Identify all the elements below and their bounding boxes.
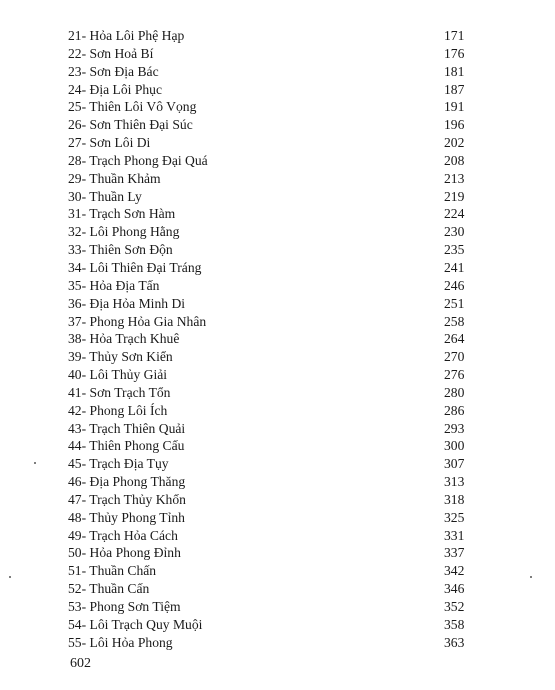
toc-entry-page: 176: [444, 45, 465, 61]
toc-entry-title: 46- Địa Phong Thăng: [68, 474, 186, 490]
toc-entry-title: 33- Thiên Sơn Độn: [68, 242, 173, 258]
toc-entry-title: 31- Trạch Sơn Hàm: [68, 206, 176, 222]
toc-entry-page: 331: [444, 527, 465, 543]
toc-entry-title: 44- Thiên Phong Cấu: [68, 438, 185, 454]
toc-entry: [68, 98, 478, 116]
toc-entry: [68, 455, 478, 473]
toc-entry: [68, 241, 478, 259]
toc-entry: [68, 420, 478, 438]
toc-entry-page: 181: [444, 63, 465, 79]
toc-entry: [68, 27, 478, 45]
toc-entry-title: 41- Sơn Trạch Tổn: [68, 384, 171, 400]
toc-entry-title: 25- Thiên Lôi Vô Vọng: [68, 99, 197, 115]
toc-entry: [68, 402, 478, 420]
scan-speck: [34, 462, 36, 464]
toc-entry-page: 318: [444, 491, 465, 507]
toc-entry: [68, 348, 478, 366]
toc-entry-page: 300: [444, 438, 465, 454]
toc-entry: [68, 205, 478, 223]
toc-entry-title: 34- Lôi Thiên Đại Tráng: [68, 259, 202, 275]
toc-entry-page: 325: [444, 509, 465, 525]
toc-entry: [68, 562, 478, 580]
toc-entry: [68, 295, 478, 313]
toc-entry: [68, 491, 478, 509]
toc-entry: [68, 384, 478, 402]
toc-entry-title: 47- Trạch Thủy Khốn: [68, 491, 186, 507]
toc-entry: [68, 366, 478, 384]
toc-entry-page: 219: [444, 188, 465, 204]
toc-entry-page: 342: [444, 563, 465, 579]
toc-entry-page: 213: [444, 170, 465, 186]
toc-entry-page: 352: [444, 599, 465, 614]
toc-entry: [68, 313, 478, 331]
table-of-contents: [68, 27, 478, 652]
toc-entry-title: 37- Phong Hỏa Gia Nhân: [68, 313, 207, 329]
toc-entry-title: 26- Sơn Thiên Đại Súc: [68, 117, 193, 133]
toc-entry: [68, 170, 478, 188]
scan-speck: [9, 576, 11, 578]
toc-entry-title: 30- Thuần Ly: [68, 188, 142, 204]
toc-entry-title: 36- Địa Hỏa Minh Di: [68, 295, 186, 311]
toc-entry: [68, 45, 478, 63]
toc-entry-title: 40- Lôi Thủy Giải: [68, 367, 168, 383]
scan-speck: [530, 576, 532, 578]
toc-entry-page: 202: [444, 135, 465, 151]
toc-entry-title: 54- Lôi Trạch Quy Muội: [68, 616, 203, 632]
toc-entry-page: 276: [444, 367, 465, 383]
toc-entry-title: 49- Trạch Hỏa Cách: [68, 527, 178, 543]
toc-entry: [68, 580, 478, 598]
toc-entry-page: 337: [444, 545, 465, 561]
toc-entry-title: 48- Thủy Phong Tỉnh: [68, 509, 185, 525]
toc-entry-page: 171: [444, 28, 465, 43]
toc-entry-page: 264: [444, 331, 465, 347]
toc-entry-page: 191: [444, 99, 465, 115]
toc-entry-page: 235: [444, 242, 465, 258]
toc-entry-title: 21- Hỏa Lôi Phệ Hạp: [68, 28, 185, 43]
toc-entry-title: 45- Trạch Địa Tụy: [68, 456, 169, 472]
toc-entry-page: 307: [444, 456, 465, 472]
toc-entry-title: 24- Địa Lôi Phục: [68, 81, 163, 97]
toc-entry-title: 52- Thuần Cấn: [68, 581, 150, 597]
toc-entry-page: 258: [444, 313, 465, 329]
toc-entry: [68, 188, 478, 206]
toc-entry: [68, 544, 478, 562]
toc-entry-page: 196: [444, 117, 465, 133]
toc-entry: [68, 277, 478, 295]
toc-entry-page: 246: [444, 277, 465, 293]
toc-entry-title: 32- Lôi Phong Hằng: [68, 224, 180, 240]
toc-entry-page: 313: [444, 474, 465, 490]
toc-entry: [68, 598, 478, 616]
toc-entry: [68, 81, 478, 99]
toc-entry-title: 43- Trạch Thiên Quải: [68, 420, 186, 436]
toc-entry: [68, 330, 478, 348]
toc-entry: [68, 223, 478, 241]
page-number: 602: [70, 656, 91, 671]
toc-entry: [68, 63, 478, 81]
toc-entry-title: 53- Phong Sơn Tiệm: [68, 599, 181, 614]
toc-entry-title: 29- Thuần Khảm: [68, 170, 161, 186]
toc-entry-page: 270: [444, 349, 465, 365]
toc-entry-page: 251: [444, 295, 465, 311]
toc-entry-page: 346: [444, 581, 465, 597]
toc-entry: [68, 116, 478, 134]
toc-entry-page: 286: [444, 402, 465, 418]
toc-entry-page: 224: [444, 206, 465, 222]
toc-entry-title: 38- Hỏa Trạch Khuê: [68, 331, 180, 347]
toc-entry-page: 293: [444, 420, 465, 436]
toc-entry-title: 42- Phong Lôi Ích: [68, 402, 168, 418]
toc-entry-title: 22- Sơn Hoả Bí: [68, 45, 154, 61]
toc-entry-page: 363: [444, 634, 465, 650]
toc-entry: [68, 634, 478, 652]
toc-entry-page: 358: [444, 616, 465, 632]
toc-entry-title: 27- Sơn Lôi Di: [68, 135, 151, 151]
toc-entry-title: 35- Hỏa Địa Tấn: [68, 277, 160, 293]
toc-entry: [68, 616, 478, 634]
toc-entry: [68, 437, 478, 455]
toc-entry: [68, 259, 478, 277]
toc-entry: [68, 509, 478, 527]
toc-entry-title: 39- Thủy Sơn Kiển: [68, 349, 173, 365]
toc-entry-page: 241: [444, 259, 465, 275]
toc-entry-title: 23- Sơn Địa Bác: [68, 63, 159, 79]
toc-entry-page: 230: [444, 224, 465, 240]
toc-entry: [68, 527, 478, 545]
toc-entry-title: 51- Thuần Chấn: [68, 563, 157, 579]
toc-entry-page: 208: [444, 152, 465, 168]
toc-entry: [68, 473, 478, 491]
toc-entry-page: 187: [444, 81, 465, 97]
toc-entry-page: 280: [444, 384, 465, 400]
toc-entry-title: 55- Lôi Hỏa Phong: [68, 634, 173, 650]
toc-entry-title: 50- Hỏa Phong Đỉnh: [68, 545, 181, 561]
toc-entry: [68, 134, 478, 152]
toc-entry: [68, 152, 478, 170]
toc-entry-title: 28- Trạch Phong Đại Quá: [68, 152, 208, 168]
